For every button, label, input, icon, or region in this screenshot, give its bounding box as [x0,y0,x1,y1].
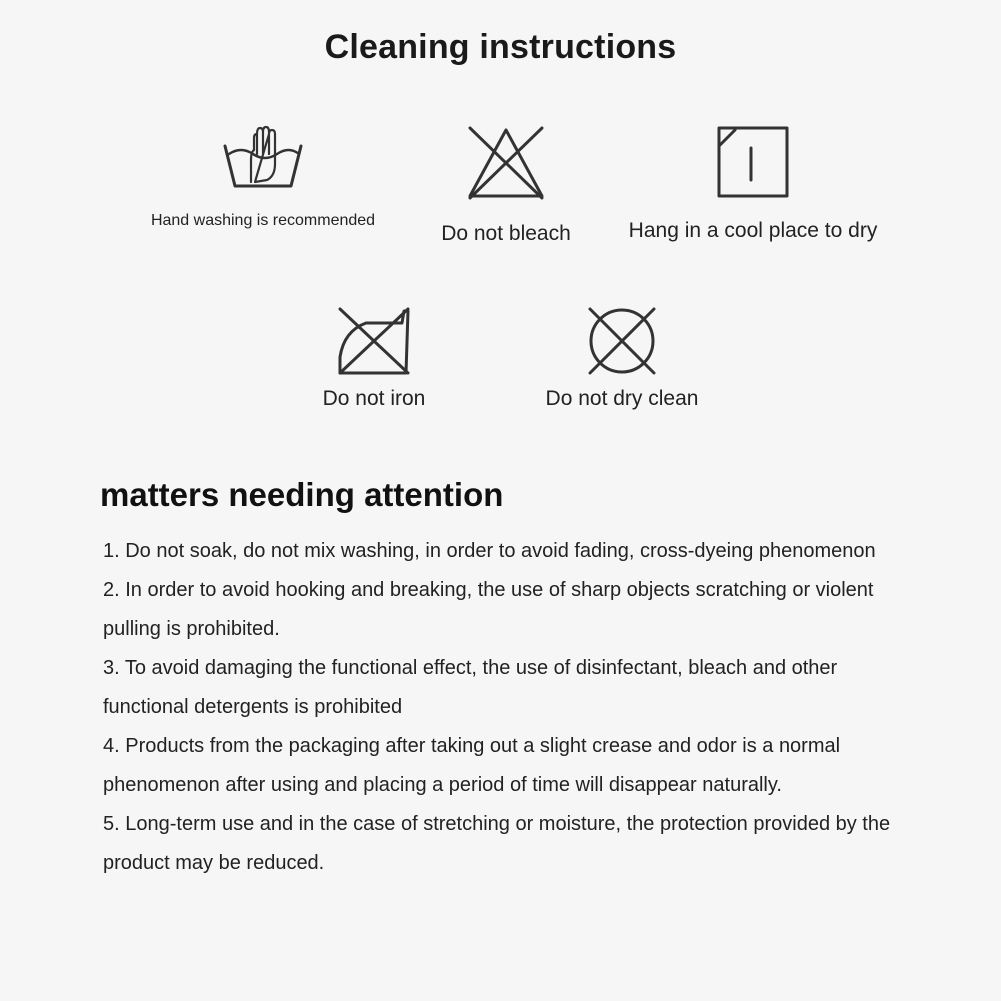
list-item: 4. Products from the packaging after taking out a slight crease and odor is a normal phenomenon after using and placing a period of time will disappear naturally. [103,735,841,796]
list-item: 2. In order to avoid hooking and breaking, the use of sharp objects scratching or violent pulling is prohibited. [103,579,874,640]
care-symbol-label: Do not bleach [441,222,571,245]
line-dry-shade-icon [715,124,791,200]
care-symbol-no-bleach [420,124,592,246]
care-symbol-label: Hang in a cool place to dry [628,219,878,242]
list-item: 3. To avoid damaging the functional effect, the use of disinfectant, bleach and other functional detergents is prohibited [103,657,838,718]
page-title: Cleaning instructions [324,28,677,66]
attention-list [103,532,923,883]
care-symbol-no-iron [300,305,448,411]
care-symbol-no-dry-clean [530,305,714,411]
care-symbol-label: Hand washing is recommended [150,212,376,229]
no-dry-clean-icon [586,305,658,377]
care-symbol-label: Do not dry clean [545,387,699,410]
care-symbol-hand-wash [130,124,396,230]
no-bleach-icon [466,124,546,200]
no-iron-icon [336,305,412,377]
care-symbol-line-dry [605,124,901,243]
hand-wash-icon [221,124,305,190]
list-item: 5. Long-term use and in the case of stretching or moisture, the protection provided by the product may be reduced. [103,813,891,874]
list-item: 1. Do not soak, do not mix washing, in order to avoid fading, cross-dyeing phenomenon [103,540,876,562]
care-symbol-label: Do not iron [322,387,426,410]
attention-heading: matters needing attention [100,476,504,513]
